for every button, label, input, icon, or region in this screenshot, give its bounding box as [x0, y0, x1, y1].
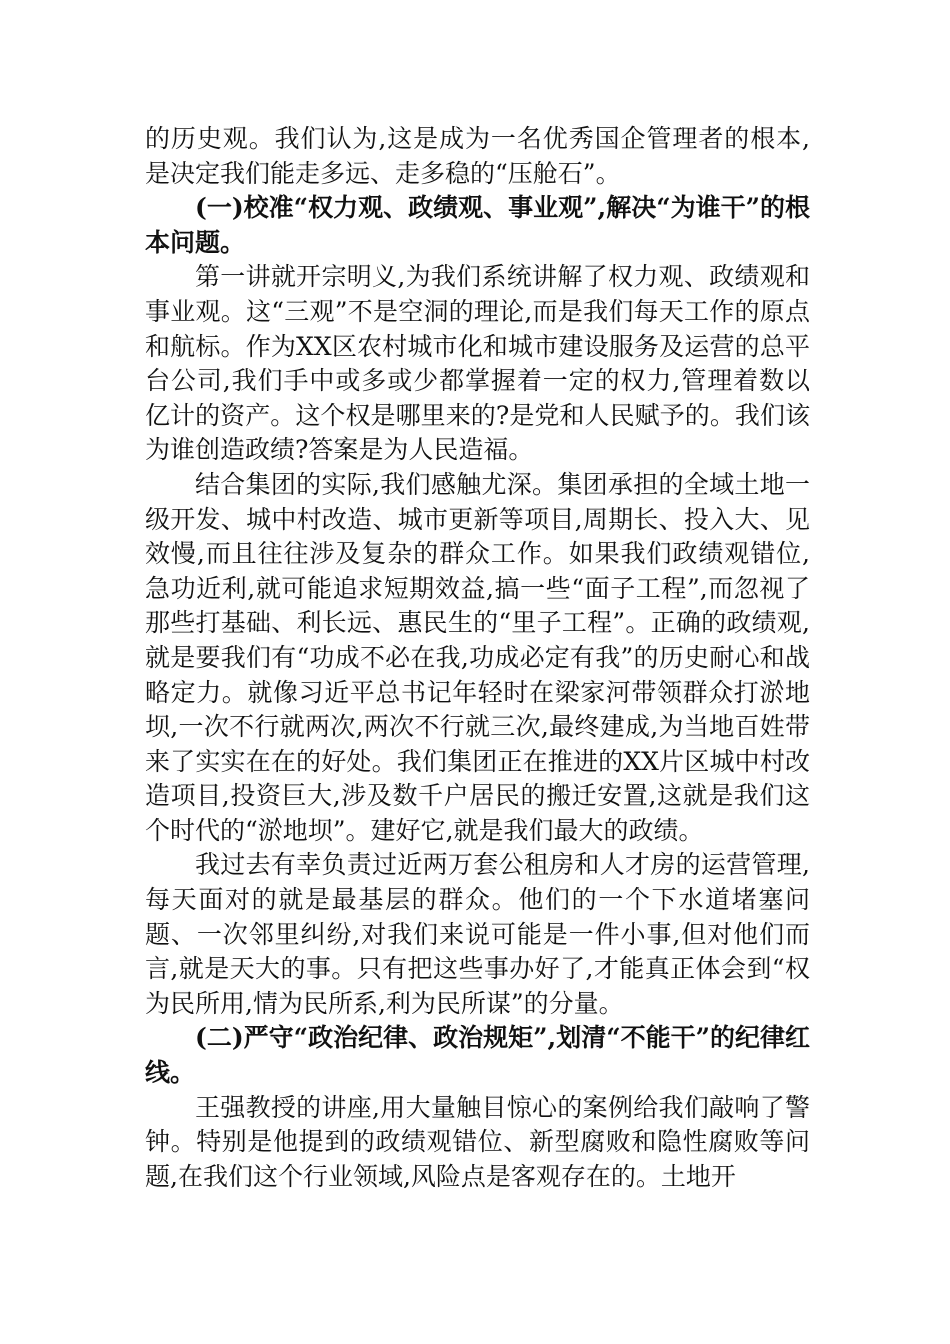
paragraph-group-practice: 结合集团的实际,我们感触尤深。集团承担的全域土地一级开发、城中村改造、城市更新等项目,周期长、投入大、见效慢,而且往往涉及复杂的群众工作。如果我们政绩观错位,急功近利,就可能追求短期效益,搞一些“面子工程”,而忽视了那些打基础、利长远、惠民生的“里子工程”。正确的政绩观,就是要我们有“功成不必在我,功成必定有我”的历史耐心和战略定力。就像习近平总书记年轻时在梁家河带领群众打淤地坝,一次不行就两次,两次不行就三次,最终建成,为当地百姓带来了实实在在的好处。我们集团正在推进的XX片区城中村改造项目,投资巨大,涉及数千户居民的搬迁安置,这就是我们这个时代的“淤地坝”。建好它,就是我们最大的政绩。	[145, 469, 810, 845]
paragraph-lecture: 王强教授的讲座,用大量触目惊心的案例给我们敲响了警钟。特别是他提到的政绩观错位、新型腐败和隐性腐败等问题,在我们这个行业领域,风险点是客观存在的。土地开	[145, 1092, 810, 1191]
paragraph-three-views: 第一讲就开宗明义,为我们系统讲解了权力观、政绩观和事业观。这“三观”不是空洞的理论,而是我们每天工作的原点和航标。作为XX区农村城市化和城市建设服务及运营的总平台公司,我们手中或多或少都掌握着一定的权力,管理着数以亿计的资产。这个权是哪里来的?是党和人民赋予的。我们该为谁创造政绩?答案是为人民造福。	[145, 262, 810, 465]
document-page	[145, 122, 810, 1194]
paragraph-public-housing: 我过去有幸负责过近两万套公租房和人才房的运营管理,每天面对的就是最基层的群众。他们的一个下水道堵塞问题、一次邻里纠纷,对我们来说可能是一件小事,但对他们而言,就是天大的事。只有把这些事办好了,才能真正体会到“权为民所用,情为民所系,利为民所谋”的分量。	[145, 850, 810, 1018]
paragraph-continuation: 的历史观。我们认为,这是成为一名优秀国企管理者的根本,是决定我们能走多远、走多稳的“压舱石”。	[145, 124, 810, 188]
section-heading-2: (二)严守“政治纪律、政治规矩”,划清“不能干”的纪律红线。	[145, 1023, 810, 1088]
section-heading-1: (一)校准“权力观、政绩观、事业观”,解决“为谁干”的根本问题。	[145, 193, 810, 257]
